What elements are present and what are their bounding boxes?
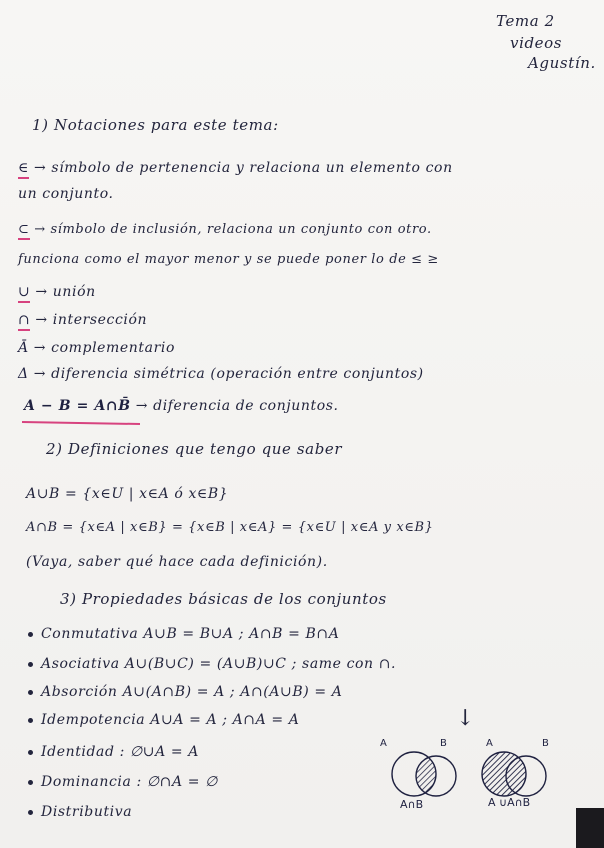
venn-intersection-diagram [372,732,482,832]
notation-subset [18,222,432,237]
difference-formula: A − B = A∩B̄ [24,398,131,414]
property-dominance [28,774,218,790]
property-distributive [28,804,132,820]
definition-union: A∪B = {x∈U | x∈A ó x∈B} [26,486,229,502]
bullet [28,750,33,755]
bullet [28,780,33,785]
venn-absorption-diagram [474,732,584,832]
definition-note: (Vaya, saber qué hace cada definición). [26,554,328,570]
notation-difference [24,398,339,414]
intersection-symbol: ∩ [18,312,30,331]
bullet [28,690,33,695]
venn-label-b: B [542,738,549,749]
notation-element-cont [18,186,114,202]
notation-text: → complementario [33,340,175,356]
property-text: Idempotencia A∪A = A ; A∩A = A [41,712,300,728]
property-text: Identidad : ∅∪A = A [41,744,199,760]
subset-symbol: ⊂ [18,222,30,240]
property-absorption [28,684,342,700]
property-text: Conmutativa A∪B = B∪A ; A∩B = B∩A [41,626,340,642]
venn-caption: A ∪A∩B [488,796,531,809]
notation-text: → símbolo de pertenencia y relaciona un elemento con [34,160,453,176]
notation-intersection [18,312,147,328]
notation-text: → símbolo de inclusión, relaciona un conjunto con otro. [34,222,432,237]
notation-text: → diferencia simétrica (operación entre conjuntos) [33,366,424,382]
venn-label-a: A [380,738,387,749]
set-a-circle [482,752,526,796]
delta-symbol: Δ [18,366,29,382]
section2-title: 2) Definiciones que tengo que saber [46,440,343,458]
property-text: Dominancia : ∅∩A = ∅ [41,774,218,790]
notation-element [18,160,453,176]
property-text: Asociativa A∪(B∪C) = (A∪B)∪C ; same con ∩. [41,656,397,672]
notation-symdiff [18,366,424,382]
property-text: Absorción A∪(A∩B) = A ; A∩(A∪B) = A [41,684,343,700]
bullet [28,662,33,667]
notation-complement [18,340,175,356]
venn-caption: A∩B [400,798,424,811]
header-author: Agustín. [528,54,596,72]
bullet [28,810,33,815]
header-topic: Tema 2 [496,12,555,30]
property-identity [28,744,199,760]
property-commutative [28,626,339,642]
venn-label-b: B [440,738,447,749]
section1-title: 1) Notaciones para este tema: [32,116,279,134]
notation-text: un conjunto. [18,186,114,202]
notation-text: → diferencia de conjuntos. [135,398,339,414]
notation-text: → unión [35,284,96,300]
property-text: Distributiva [41,804,133,820]
property-associative [28,656,396,672]
notation-text: → intersección [35,312,148,328]
notation-subset-cont [18,252,439,267]
bullet [28,632,33,637]
venn-label-a: A [486,738,493,749]
union-symbol: ∪ [18,284,30,303]
complement-symbol: Ā [18,340,29,356]
header-subtitle: videos [510,34,563,52]
element-of-symbol: ∈ [18,160,29,179]
definition-intersection: A∩B = {x∈A | x∈B} = {x∈B | x∈A} = {x∈U | x∈A y x∈B} [26,520,434,535]
bullet [28,718,33,723]
notation-union [18,284,96,300]
property-idempotence [28,712,300,728]
notation-text: funciona como el mayor menor y se puede poner lo de ≤ ≥ [18,252,439,267]
section3-title: 3) Propiedades básicas de los conjuntos [60,590,387,608]
down-arrow: ↓ [456,706,476,731]
photo-edge [576,808,604,848]
